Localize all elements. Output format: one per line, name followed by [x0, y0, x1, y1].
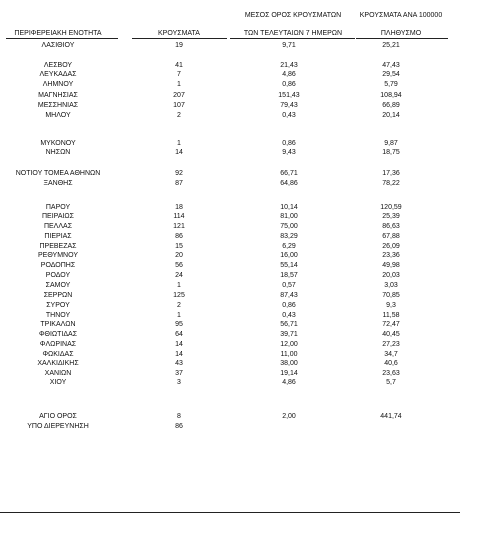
cell-avg: 0,86	[282, 140, 296, 147]
cell-region: ΝΟΤΙΟΥ ΤΟΜΕΑ ΑΘΗΝΩΝ	[15, 170, 101, 177]
table-row	[0, 61, 484, 70]
cell-avg: 0,86	[282, 302, 296, 309]
cell-region: ΡΕΘΥΜΝΟΥ	[37, 252, 78, 259]
cell-per-100000: 25,21	[382, 42, 400, 49]
cell-region: ΑΓΙΟ ΟΡΟΣ	[39, 413, 77, 420]
cell-per-100000: 9,3	[386, 302, 396, 309]
cell-cases: 1	[177, 312, 181, 319]
cell-cases: 95	[175, 321, 183, 328]
cell-per-100000: 70,85	[382, 292, 400, 299]
header-avg	[228, 12, 358, 38]
cell-avg: 0,43	[282, 112, 296, 119]
cell-avg: 83,29	[280, 233, 298, 240]
cell-per-100000: 18,75	[382, 149, 400, 156]
cell-avg: 6,29	[282, 243, 296, 250]
cell-per-100000: 29,54	[382, 71, 400, 78]
cell-per-100000: 20,14	[382, 112, 400, 119]
cell-per-100000: 40,45	[382, 331, 400, 338]
table-row	[0, 251, 484, 260]
table-row	[0, 378, 484, 387]
table-row	[0, 169, 484, 178]
table-row	[0, 91, 484, 100]
table-row	[0, 330, 484, 339]
cell-avg: 4,86	[282, 379, 296, 386]
cell-per-100000: 108,94	[380, 92, 402, 99]
cell-per-100000: 40,6	[384, 360, 398, 367]
cell-cases: 87	[175, 180, 183, 187]
cell-cases: 24	[175, 272, 183, 279]
cell-region: ΧΙΟΥ	[49, 379, 67, 386]
cell-avg: 87,43	[280, 292, 298, 299]
cell-per-100000: 49,98	[382, 262, 400, 269]
cell-cases: 1	[177, 81, 181, 88]
cell-per-100000: 5,79	[384, 81, 398, 88]
header-avg-line2: ΤΩΝ ΤΕΛΕΥΤΑΙΩΝ 7 ΗΜΕΡΩΝ	[243, 30, 343, 37]
cell-region: ΛΗΜΝΟΥ	[42, 81, 74, 88]
table-row	[0, 232, 484, 241]
cell-region: ΤΗΝΟΥ	[45, 312, 71, 319]
cell-region: ΠΕΛΛΑΣ	[43, 223, 73, 230]
cell-avg: 21,43	[280, 62, 298, 69]
table-row	[0, 422, 484, 431]
cell-region: ΦΛΩΡΙΝΑΣ	[39, 341, 77, 348]
cell-region: ΦΩΚΙΔΑΣ	[42, 351, 74, 358]
cell-region: ΛΑΣΙΘΙΟΥ	[41, 42, 75, 49]
cell-per-100000: 26,09	[382, 243, 400, 250]
cell-per-100000: 17,36	[382, 170, 400, 177]
header-underline	[132, 38, 227, 39]
cell-avg: 0,43	[282, 312, 296, 319]
cell-avg: 81,00	[280, 213, 298, 220]
cell-region: ΜΗΛΟΥ	[45, 112, 71, 119]
cell-cases: 3	[177, 379, 181, 386]
cell-region: ΜΕΣΣΗΝΙΑΣ	[37, 102, 79, 109]
cell-region: ΣΥΡΟΥ	[46, 302, 70, 309]
table-row	[0, 311, 484, 320]
table-row	[0, 111, 484, 120]
table-row	[0, 80, 484, 89]
table-row	[0, 320, 484, 329]
cell-avg: 0,86	[282, 81, 296, 88]
cell-region: ΡΟΔΟΥ	[45, 272, 71, 279]
table-row	[0, 148, 484, 157]
cell-per-100000: 47,43	[382, 62, 400, 69]
header-per-100000	[354, 12, 448, 38]
cell-avg: 2,00	[282, 413, 296, 420]
cell-per-100000: 20,03	[382, 272, 400, 279]
cell-per-100000: 72,47	[382, 321, 400, 328]
cell-cases: 2	[177, 112, 181, 119]
cell-cases: 14	[175, 341, 183, 348]
cell-avg: 10,14	[280, 204, 298, 211]
table-row	[0, 291, 484, 300]
cell-cases: 20	[175, 252, 183, 259]
table-row	[0, 412, 484, 421]
header-underline	[356, 38, 448, 39]
table-row	[0, 179, 484, 188]
cell-cases: 7	[177, 71, 181, 78]
cell-cases: 107	[173, 102, 185, 109]
cell-region: ΛΕΥΚΑΔΑΣ	[39, 71, 77, 78]
table-row	[0, 139, 484, 148]
cell-cases: 207	[173, 92, 185, 99]
cell-avg: 66,71	[280, 170, 298, 177]
header-underline	[6, 38, 118, 39]
cell-per-100000: 27,23	[382, 341, 400, 348]
cell-region: ΠΡΕΒΕΖΑΣ	[39, 243, 77, 250]
cell-region: ΠΑΡΟΥ	[45, 204, 71, 211]
table-row	[0, 350, 484, 359]
cell-avg: 56,71	[280, 321, 298, 328]
cell-avg: 55,14	[280, 262, 298, 269]
cell-cases: 56	[175, 262, 183, 269]
table-row	[0, 101, 484, 110]
cell-cases: 14	[175, 149, 183, 156]
cell-per-100000: 5,7	[386, 379, 396, 386]
cell-avg: 79,43	[280, 102, 298, 109]
cell-avg: 64,86	[280, 180, 298, 187]
cell-per-100000: 78,22	[382, 180, 400, 187]
table-row	[0, 340, 484, 349]
cell-cases: 1	[177, 140, 181, 147]
cell-avg: 18,57	[280, 272, 298, 279]
cell-region: ΥΠΟ ΔΙΕΡΕΥΝΗΣΗ	[27, 423, 89, 430]
cell-avg: 9,43	[282, 149, 296, 156]
cell-per-100000: 66,89	[382, 102, 400, 109]
cell-cases: 121	[173, 223, 185, 230]
table-row	[0, 261, 484, 270]
cell-avg: 12,00	[280, 341, 298, 348]
cell-region: ΦΘΙΩΤΙΔΑΣ	[38, 331, 78, 338]
cell-region: ΤΡΙΚΑΛΩΝ	[40, 321, 76, 328]
cell-region: ΜΑΓΝΗΣΙΑΣ	[38, 92, 78, 99]
cell-region: ΜΥΚΟΝΟΥ	[40, 140, 76, 147]
cell-avg: 4,86	[282, 71, 296, 78]
cell-cases: 86	[175, 233, 183, 240]
header-per-line2: ΠΛΗΘΥΣΜΟ	[380, 30, 422, 37]
cell-cases: 92	[175, 170, 183, 177]
cell-cases: 18	[175, 204, 183, 211]
cell-region: ΣΕΡΡΩΝ	[43, 292, 73, 299]
header-underline	[230, 38, 355, 39]
table-row	[0, 271, 484, 280]
table-bottom-line	[0, 512, 460, 513]
cell-per-100000: 25,39	[382, 213, 400, 220]
cell-avg: 75,00	[280, 223, 298, 230]
table-row	[0, 359, 484, 368]
table-row	[0, 212, 484, 221]
cell-per-100000: 34,7	[384, 351, 398, 358]
cell-per-100000: 11,58	[382, 312, 400, 319]
table-row	[0, 281, 484, 290]
cell-cases: 125	[173, 292, 185, 299]
cell-avg: 0,57	[282, 282, 296, 289]
cell-region: ΛΕΣΒΟΥ	[43, 62, 73, 69]
cell-avg: 9,71	[282, 42, 296, 49]
cell-cases: 43	[175, 360, 183, 367]
table-row	[0, 301, 484, 310]
cell-cases: 2	[177, 302, 181, 309]
cell-cases: 8	[177, 413, 181, 420]
cell-region: ΣΑΜΟΥ	[45, 282, 71, 289]
cell-cases: 19	[175, 42, 183, 49]
cell-cases: 64	[175, 331, 183, 338]
cell-avg: 19,14	[280, 370, 298, 377]
cell-cases: 41	[175, 62, 183, 69]
table-row	[0, 203, 484, 212]
cell-per-100000: 441,74	[380, 413, 402, 420]
cell-per-100000: 86,63	[382, 223, 400, 230]
cell-region: ΠΕΙΡΑΙΩΣ	[42, 213, 74, 220]
cell-avg: 16,00	[280, 252, 298, 259]
cell-avg: 151,43	[278, 92, 300, 99]
cell-avg: 39,71	[280, 331, 298, 338]
cell-region: ΝΗΣΩΝ	[45, 149, 71, 156]
cell-per-100000: 3,03	[384, 282, 398, 289]
cell-cases: 114	[173, 213, 185, 220]
cell-avg: 38,00	[280, 360, 298, 367]
cell-region: ΧΑΛΚΙΔΙΚΗΣ	[37, 360, 79, 367]
cell-cases: 15	[175, 243, 183, 250]
cell-region: ΞΑΝΘΗΣ	[43, 180, 73, 187]
table-row	[0, 222, 484, 231]
cell-avg: 11,00	[280, 351, 298, 358]
cell-region: ΡΟΔΟΠΗΣ	[40, 262, 76, 269]
cell-region: ΧΑΝΙΩΝ	[44, 370, 72, 377]
cell-cases: 86	[175, 423, 183, 430]
cell-region: ΠΙΕΡΙΑΣ	[44, 233, 72, 240]
header-cases: ΚΡΟΥΣΜΑΤΑ	[158, 30, 200, 37]
table-row	[0, 369, 484, 378]
header-avg-line1: ΜΕΣΟΣ ΟΡΟΣ ΚΡΟΥΣΜΑΤΩΝ	[244, 12, 342, 19]
cell-per-100000: 120,59	[380, 204, 402, 211]
header-per-line1: ΚΡΟΥΣΜΑΤΑ ΑΝΑ 100000	[359, 12, 443, 19]
cell-per-100000: 23,63	[382, 370, 400, 377]
table-row	[0, 41, 484, 50]
table-row	[0, 70, 484, 79]
cell-per-100000: 9,87	[384, 140, 398, 147]
cell-cases: 14	[175, 351, 183, 358]
cell-cases: 1	[177, 282, 181, 289]
table-row	[0, 242, 484, 251]
cell-per-100000: 67,88	[382, 233, 400, 240]
cell-cases: 37	[175, 370, 183, 377]
cell-per-100000: 23,36	[382, 252, 400, 259]
header-region: ΠΕΡΙΦΕΡΕΙΑΚΗ ΕΝΟΤΗΤΑ	[14, 30, 102, 37]
